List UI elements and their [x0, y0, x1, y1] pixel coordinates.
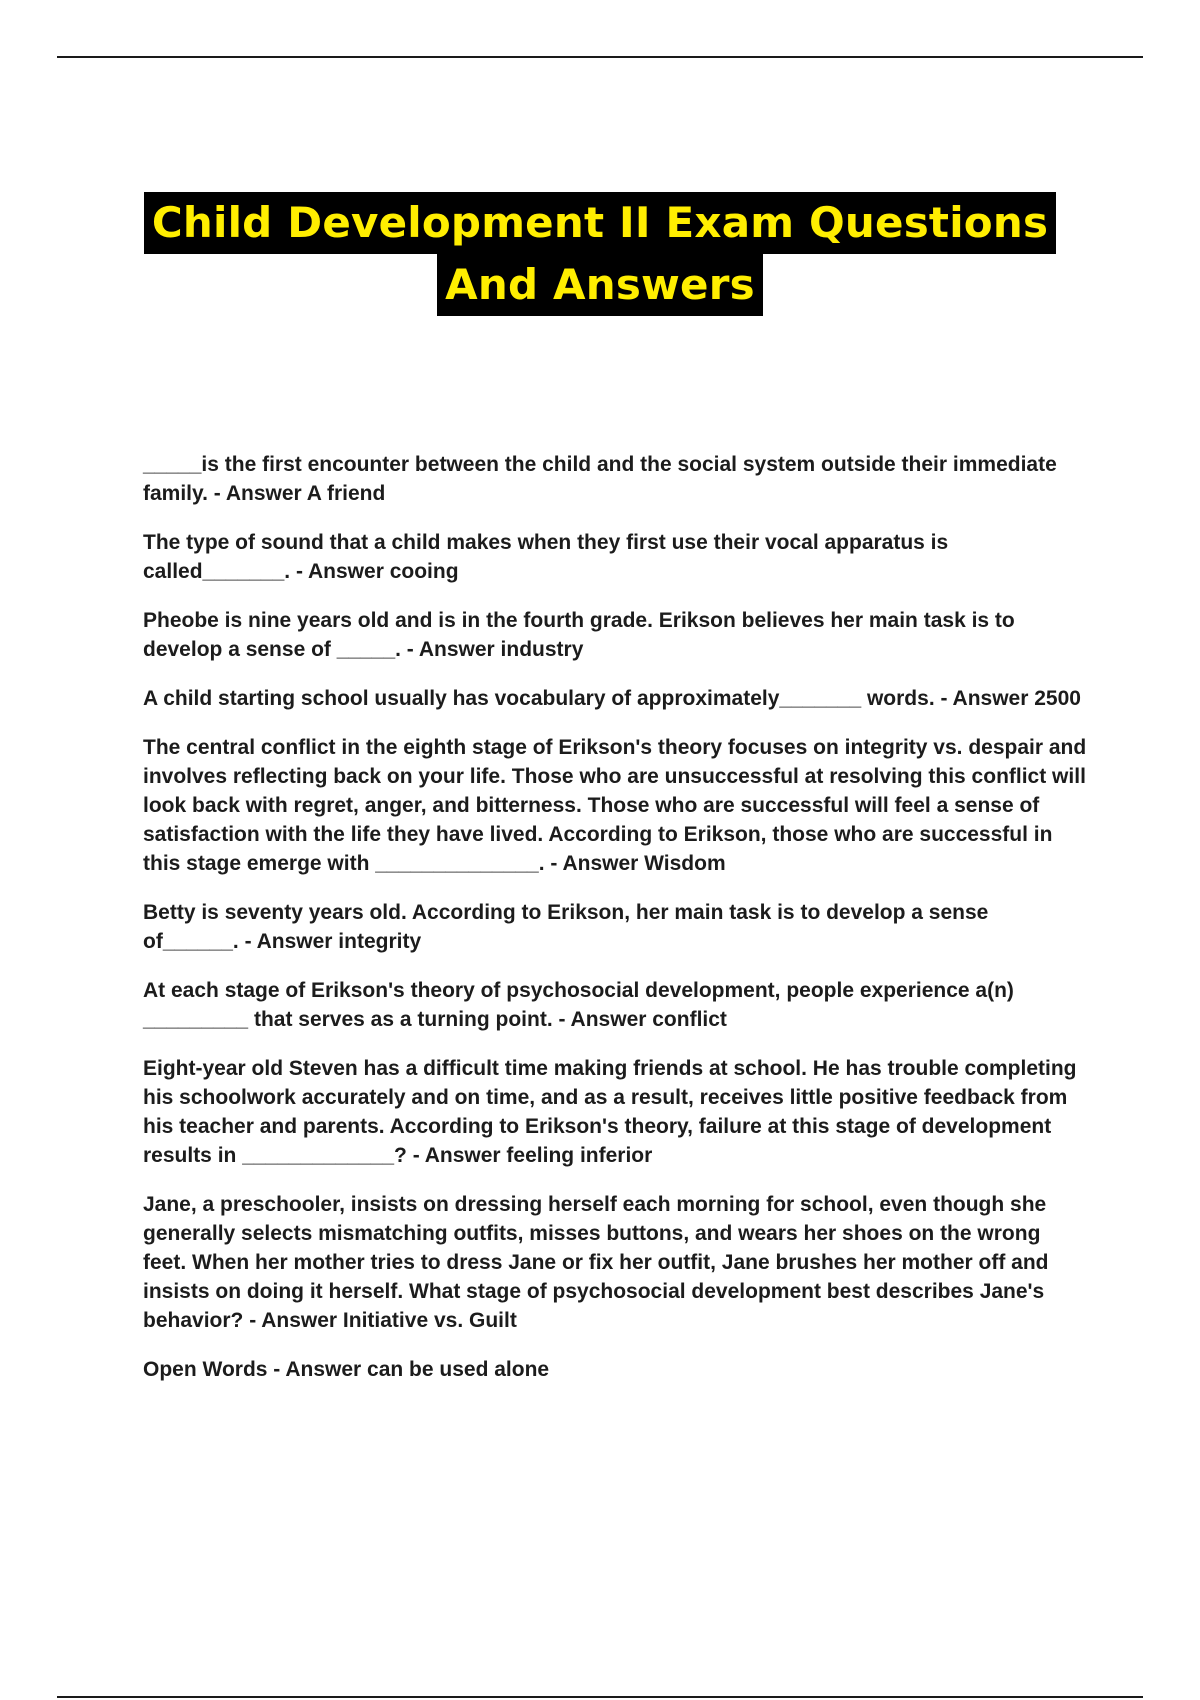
- qa-list: [143, 450, 1088, 1404]
- qa-item: Jane, a preschooler, insists on dressing herself each morning for school, even though she generally selects mismatching outfits, misses buttons, and wears her shoes on the wrong feet. When her mother tries to dress Jane or fix her outfit, Jane brushes her mother off and insists on doing it herself. What stage of psychosocial development best describes Jane's behavior? - Answer Initiative vs. Guilt: [143, 1193, 1049, 1332]
- qa-item: _____is the first encounter between the child and the social system outside their immediate family. - Answer A friend: [143, 453, 1057, 505]
- document-title: [0, 192, 1200, 316]
- qa-item: The central conflict in the eighth stage of Erikson's theory focuses on integrity vs. despair and involves reflecting back on your life. Those who are unsuccessful at resolving this conflict will look back with regret, anger, and bitterness. Those who are successful will feel a sense of satisfaction with the life they have lived. According to Erikson, those who are successful in this stage emerge with ______________. - Answer Wisdom: [143, 736, 1087, 875]
- qa-item: Eight-year old Steven has a difficult time making friends at school. He has trouble completing his schoolwork accurately and on time, and as a result, receives little positive feedback from his teacher and parents. According to Erikson's theory, failure at this stage of development results in _____________? - Answer feeling inferior: [143, 1057, 1077, 1167]
- qa-item: Betty is seventy years old. According to Erikson, her main task is to develop a sense of______. - Answer integrity: [143, 901, 989, 953]
- qa-item: At each stage of Erikson's theory of psychosocial development, people experience a(n) _________ that serves as a turning point. - Answer conflict: [143, 979, 1014, 1031]
- qa-item: Pheobe is nine years old and is in the fourth grade. Erikson believes her main task is to develop a sense of _____. - Answer industry: [143, 609, 1015, 661]
- title-line-2: And Answers: [437, 254, 763, 316]
- title-line-1: Child Development II Exam Questions: [144, 192, 1056, 254]
- bottom-rule: [57, 1696, 1143, 1698]
- qa-item: A child starting school usually has vocabulary of approximately_______ words. - Answer 2500: [143, 687, 1081, 710]
- top-rule: [57, 56, 1143, 58]
- qa-item: Open Words - Answer can be used alone: [143, 1358, 550, 1381]
- qa-item: The type of sound that a child makes when they first use their vocal apparatus is called_______. - Answer cooing: [143, 531, 949, 583]
